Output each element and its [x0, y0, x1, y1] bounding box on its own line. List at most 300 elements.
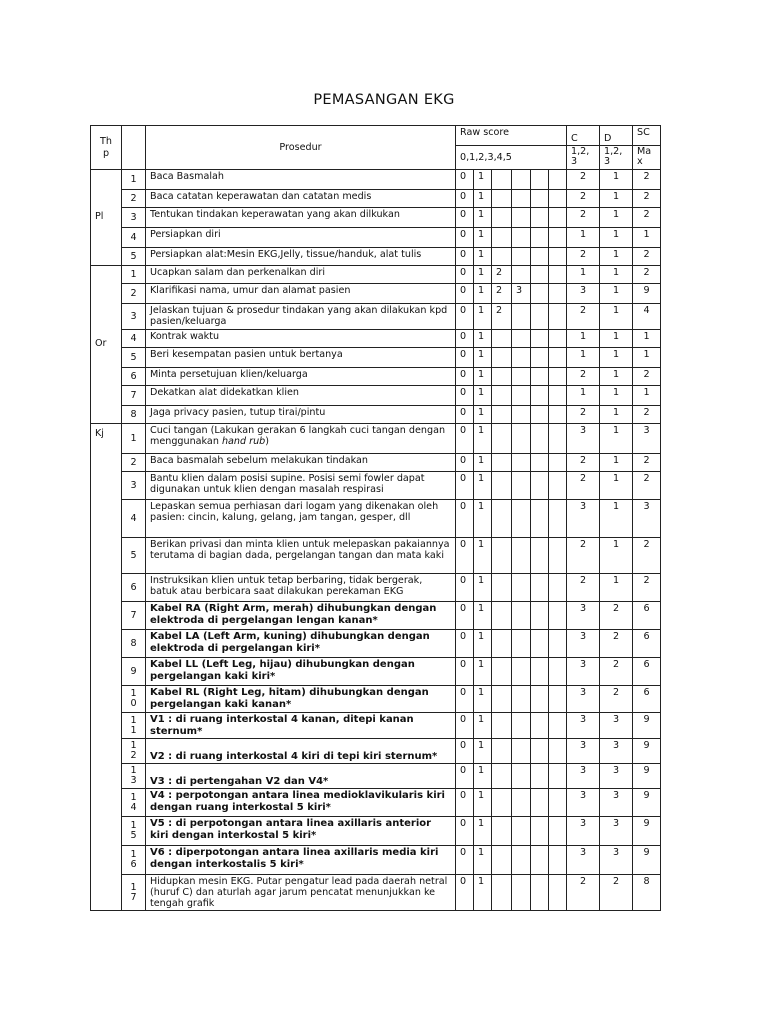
raw-score-cell: [492, 228, 512, 248]
raw-score-cell: 1: [474, 500, 492, 538]
raw-score-cell: 0: [456, 574, 474, 602]
sc-value: 9: [633, 764, 661, 789]
raw-score-cell: [531, 602, 549, 630]
table-row: [91, 658, 661, 686]
raw-score-cell: [549, 304, 567, 330]
d-value: 1: [600, 228, 633, 248]
phase-label: Pl: [91, 170, 122, 266]
step-procedure: V4 : perpotongan antara linea medioklavikularis kiri dengan ruang interkostal 5 kiri*: [146, 789, 456, 817]
raw-score-cell: 1: [474, 170, 492, 190]
step-number: 4: [122, 500, 146, 538]
raw-score-cell: [549, 228, 567, 248]
sc-value: 2: [633, 248, 661, 266]
d-value: 3: [600, 817, 633, 846]
raw-score-cell: 1: [474, 472, 492, 500]
raw-score-cell: 0: [456, 208, 474, 228]
sc-value: 6: [633, 630, 661, 658]
raw-score-cell: [492, 630, 512, 658]
raw-score-cell: [512, 602, 531, 630]
step-procedure: V3 : di pertengahan V2 dan V4*: [146, 764, 456, 789]
c-value: 3: [567, 500, 600, 538]
raw-score-cell: 0: [456, 386, 474, 406]
table-row: [91, 304, 661, 330]
raw-score-cell: 2: [492, 266, 512, 284]
step-procedure: Baca Basmalah: [146, 170, 456, 190]
step-number: 1 7: [122, 875, 146, 911]
c-value: 1: [567, 330, 600, 348]
raw-score-cell: 1: [474, 789, 492, 817]
header-thp: Th p: [91, 126, 122, 170]
raw-score-cell: [531, 764, 549, 789]
raw-score-cell: [549, 284, 567, 304]
table-row: [91, 170, 661, 190]
raw-score-cell: [531, 284, 549, 304]
raw-score-cell: [512, 386, 531, 406]
raw-score-cell: [549, 658, 567, 686]
raw-score-cell: 1: [474, 284, 492, 304]
raw-score-cell: 0: [456, 846, 474, 875]
header-prosedur: Prosedur: [146, 126, 456, 170]
raw-score-cell: [512, 713, 531, 739]
raw-score-cell: [531, 817, 549, 846]
step-number: 1 2: [122, 739, 146, 764]
raw-score-cell: [549, 208, 567, 228]
table-row: [91, 686, 661, 713]
sc-value: 9: [633, 739, 661, 764]
raw-score-cell: [512, 348, 531, 368]
raw-score-cell: 1: [474, 574, 492, 602]
raw-score-cell: 0: [456, 538, 474, 574]
d-value: 3: [600, 789, 633, 817]
table-row: [91, 574, 661, 602]
raw-score-cell: [531, 248, 549, 266]
raw-score-cell: 0: [456, 284, 474, 304]
table-row: [91, 454, 661, 472]
raw-score-cell: 0: [456, 472, 474, 500]
d-value: 2: [600, 686, 633, 713]
sc-value: 8: [633, 875, 661, 911]
step-number: 3: [122, 472, 146, 500]
raw-score-cell: 1: [474, 424, 492, 454]
raw-score-cell: [531, 658, 549, 686]
c-value: 2: [567, 574, 600, 602]
step-procedure: Kabel LL (Left Leg, hijau) dihubungkan dengan pergelangan kaki kiri*: [146, 658, 456, 686]
raw-score-cell: 1: [474, 454, 492, 472]
raw-score-cell: 0: [456, 500, 474, 538]
d-value: 1: [600, 454, 633, 472]
raw-score-cell: [549, 875, 567, 911]
raw-score-cell: [549, 406, 567, 424]
table-row: [91, 386, 661, 406]
sc-value: 2: [633, 190, 661, 208]
raw-score-cell: 1: [474, 190, 492, 208]
table-row: [91, 500, 661, 538]
raw-score-cell: 1: [474, 658, 492, 686]
raw-score-cell: 2: [492, 284, 512, 304]
raw-score-cell: [549, 739, 567, 764]
sc-value: 9: [633, 713, 661, 739]
raw-score-cell: [531, 348, 549, 368]
table-row: [91, 208, 661, 228]
raw-score-cell: 1: [474, 248, 492, 266]
d-value: 1: [600, 500, 633, 538]
table-row: [91, 406, 661, 424]
raw-score-cell: [531, 739, 549, 764]
table-row: [91, 228, 661, 248]
d-value: 1: [600, 248, 633, 266]
c-value: 3: [567, 630, 600, 658]
raw-score-cell: [549, 789, 567, 817]
step-number: 4: [122, 228, 146, 248]
step-number: 2: [122, 190, 146, 208]
d-value: 1: [600, 424, 633, 454]
header-c: C: [567, 126, 600, 146]
raw-score-cell: [492, 713, 512, 739]
raw-score-cell: 1: [474, 713, 492, 739]
raw-score-cell: [492, 658, 512, 686]
d-value: 2: [600, 875, 633, 911]
step-procedure-text: Cuci tangan (Lakukan gerakan 6 langkah cuci tangan dengan menggunakan: [150, 425, 446, 448]
raw-score-cell: [531, 472, 549, 500]
raw-score-cell: 1: [474, 686, 492, 713]
step-number: 3: [122, 208, 146, 228]
step-procedure: V6 : diperpotongan antara linea axillaris media kiri dengan interkostalis 5 kiri*: [146, 846, 456, 875]
table-row: [91, 817, 661, 846]
raw-score-cell: [549, 846, 567, 875]
step-number: 9: [122, 658, 146, 686]
raw-score-cell: 0: [456, 406, 474, 424]
step-number: 1 3: [122, 764, 146, 789]
raw-score-cell: [531, 846, 549, 875]
c-value: 2: [567, 368, 600, 386]
d-value: 1: [600, 330, 633, 348]
raw-score-cell: 1: [474, 348, 492, 368]
header-d-sub: 1,2, 3: [600, 146, 633, 170]
sc-value: 3: [633, 424, 661, 454]
raw-score-cell: 0: [456, 266, 474, 284]
sc-value: 9: [633, 789, 661, 817]
sc-value: 2: [633, 574, 661, 602]
step-procedure: Kabel LA (Left Arm, kuning) dihubungkan dengan elektroda di pergelangan kiri*: [146, 630, 456, 658]
raw-score-cell: 0: [456, 228, 474, 248]
step-number: 1: [122, 266, 146, 284]
sc-value: 1: [633, 330, 661, 348]
table-row: [91, 846, 661, 875]
raw-score-cell: 1: [474, 208, 492, 228]
c-value: 3: [567, 846, 600, 875]
sc-value: 9: [633, 817, 661, 846]
step-number: 5: [122, 248, 146, 266]
raw-score-cell: 1: [474, 386, 492, 406]
c-value: 1: [567, 266, 600, 284]
raw-score-cell: 1: [474, 538, 492, 574]
raw-score-cell: 0: [456, 454, 474, 472]
raw-score-cell: [492, 424, 512, 454]
sc-value: 2: [633, 208, 661, 228]
c-value: 1: [567, 228, 600, 248]
step-number: 7: [122, 386, 146, 406]
table-row: [91, 266, 661, 284]
step-procedure: V5 : di perpotongan antara linea axillaris anterior kiri dengan interkostal 5 kiri*: [146, 817, 456, 846]
raw-score-cell: 0: [456, 348, 474, 368]
raw-score-cell: [492, 386, 512, 406]
raw-score-cell: 0: [456, 602, 474, 630]
raw-score-cell: [512, 574, 531, 602]
step-procedure: V2 : di ruang interkostal 4 kiri di tepi kiri sternum*: [146, 739, 456, 764]
step-procedure: [146, 424, 456, 454]
raw-score-cell: [492, 170, 512, 190]
d-value: 1: [600, 170, 633, 190]
step-number: 1 0: [122, 686, 146, 713]
header-no: [122, 126, 146, 170]
d-value: 1: [600, 368, 633, 386]
step-number: 1: [122, 424, 146, 454]
raw-score-cell: [492, 538, 512, 574]
table-row: [91, 330, 661, 348]
raw-score-cell: [492, 875, 512, 911]
sc-value: 9: [633, 846, 661, 875]
raw-score-cell: 0: [456, 248, 474, 266]
table-row: [91, 368, 661, 386]
header-sc-sub: Ma x: [633, 146, 661, 170]
c-value: 2: [567, 170, 600, 190]
step-procedure: Hidupkan mesin EKG. Putar pengatur lead pada daerah netral (huruf C) dan aturlah agar jarum pencatat menunjukkan ke tengah grafik: [146, 875, 456, 911]
c-value: 2: [567, 538, 600, 574]
raw-score-cell: [549, 248, 567, 266]
raw-score-cell: [512, 304, 531, 330]
d-value: 3: [600, 739, 633, 764]
sc-value: 3: [633, 500, 661, 538]
d-value: 1: [600, 284, 633, 304]
sc-value: 4: [633, 304, 661, 330]
raw-score-cell: 3: [512, 284, 531, 304]
raw-score-cell: [549, 574, 567, 602]
d-value: 1: [600, 348, 633, 368]
raw-score-cell: [531, 266, 549, 284]
raw-score-cell: [531, 406, 549, 424]
step-number: 4: [122, 330, 146, 348]
c-value: 1: [567, 348, 600, 368]
c-value: 3: [567, 713, 600, 739]
table-row: [91, 284, 661, 304]
raw-score-cell: [531, 574, 549, 602]
phase-label: Kj: [91, 424, 122, 911]
raw-score-cell: [492, 789, 512, 817]
raw-score-cell: [512, 454, 531, 472]
raw-score-cell: 2: [492, 304, 512, 330]
raw-score-cell: [549, 368, 567, 386]
c-value: 2: [567, 248, 600, 266]
raw-score-cell: 1: [474, 875, 492, 911]
d-value: 3: [600, 713, 633, 739]
raw-score-cell: 1: [474, 846, 492, 875]
raw-score-cell: [531, 454, 549, 472]
raw-score-cell: [512, 266, 531, 284]
raw-score-cell: 0: [456, 424, 474, 454]
raw-score-cell: 1: [474, 304, 492, 330]
raw-score-cell: 0: [456, 817, 474, 846]
step-procedure: Persiapkan alat:Mesin EKG,Jelly, tissue/handuk, alat tulis: [146, 248, 456, 266]
d-value: 2: [600, 658, 633, 686]
d-value: 3: [600, 764, 633, 789]
raw-score-cell: [549, 686, 567, 713]
raw-score-cell: [492, 846, 512, 875]
step-procedure-tail: ): [265, 436, 269, 448]
raw-score-cell: 0: [456, 739, 474, 764]
step-procedure: Instruksikan klien untuk tetap berbaring, tidak bergerak, batuk atau berbicara saat dilakukan perekaman EKG: [146, 574, 456, 602]
raw-score-cell: [512, 789, 531, 817]
step-number: 2: [122, 454, 146, 472]
header-sc: SC: [633, 126, 661, 146]
sc-value: 2: [633, 406, 661, 424]
c-value: 2: [567, 454, 600, 472]
raw-score-cell: 1: [474, 764, 492, 789]
raw-score-cell: [492, 472, 512, 500]
step-number: 1 6: [122, 846, 146, 875]
sc-value: 2: [633, 266, 661, 284]
raw-score-cell: [492, 817, 512, 846]
raw-score-cell: [549, 424, 567, 454]
d-value: 1: [600, 304, 633, 330]
d-value: 1: [600, 266, 633, 284]
raw-score-cell: 0: [456, 875, 474, 911]
c-value: 3: [567, 789, 600, 817]
d-value: 1: [600, 386, 633, 406]
step-number: 1 1: [122, 713, 146, 739]
raw-score-cell: [531, 630, 549, 658]
raw-score-cell: [531, 875, 549, 911]
d-value: 2: [600, 602, 633, 630]
c-value: 2: [567, 304, 600, 330]
raw-score-cell: [512, 190, 531, 208]
step-number: 8: [122, 406, 146, 424]
sc-value: 1: [633, 386, 661, 406]
raw-score-cell: [492, 348, 512, 368]
raw-score-cell: 1: [474, 266, 492, 284]
raw-score-cell: 1: [474, 228, 492, 248]
raw-score-cell: [549, 472, 567, 500]
raw-score-cell: [549, 500, 567, 538]
raw-score-cell: [512, 228, 531, 248]
raw-score-cell: [549, 602, 567, 630]
c-value: 3: [567, 602, 600, 630]
raw-score-cell: 0: [456, 330, 474, 348]
d-value: 2: [600, 630, 633, 658]
c-value: 2: [567, 472, 600, 500]
raw-score-cell: [492, 500, 512, 538]
table-row: [91, 248, 661, 266]
d-value: 1: [600, 472, 633, 500]
raw-score-cell: [531, 424, 549, 454]
step-procedure: Klarifikasi nama, umur dan alamat pasien: [146, 284, 456, 304]
step-procedure: Beri kesempatan pasien untuk bertanya: [146, 348, 456, 368]
step-procedure: Lepaskan semua perhiasan dari logam yang dikenakan oleh pasien: cincin, kalung, gelang, jam tangan, gesper, dll: [146, 500, 456, 538]
procedure-table: [90, 125, 661, 911]
raw-score-cell: [512, 170, 531, 190]
step-procedure: Baca basmalah sebelum melakukan tindakan: [146, 454, 456, 472]
step-procedure: Minta persetujuan klien/keluarga: [146, 368, 456, 386]
step-procedure: Kabel RL (Right Leg, hitam) dihubungkan dengan pergelangan kaki kanan*: [146, 686, 456, 713]
step-number: 1 4: [122, 789, 146, 817]
c-value: 1: [567, 386, 600, 406]
raw-score-cell: [531, 713, 549, 739]
raw-score-cell: [531, 789, 549, 817]
raw-score-cell: [512, 630, 531, 658]
step-number: 3: [122, 304, 146, 330]
raw-score-cell: [549, 348, 567, 368]
raw-score-cell: [531, 368, 549, 386]
raw-score-cell: 0: [456, 658, 474, 686]
table-row: [91, 875, 661, 911]
raw-score-cell: [512, 764, 531, 789]
sc-value: 9: [633, 284, 661, 304]
sc-value: 6: [633, 602, 661, 630]
raw-score-cell: [531, 330, 549, 348]
raw-score-cell: [549, 190, 567, 208]
d-value: 1: [600, 208, 633, 228]
raw-score-cell: [531, 500, 549, 538]
raw-score-cell: [549, 630, 567, 658]
header-raw-scale: 0,1,2,3,4,5: [456, 146, 567, 170]
header-c-sub: 1,2, 3: [567, 146, 600, 170]
raw-score-cell: [531, 208, 549, 228]
raw-score-cell: [512, 368, 531, 386]
step-procedure: Baca catatan keperawatan dan catatan medis: [146, 190, 456, 208]
sc-value: 1: [633, 228, 661, 248]
table-row: [91, 472, 661, 500]
raw-score-cell: [531, 538, 549, 574]
c-value: 3: [567, 658, 600, 686]
table-row: [91, 789, 661, 817]
header-d: D: [600, 126, 633, 146]
step-number: 5: [122, 538, 146, 574]
raw-score-cell: 0: [456, 304, 474, 330]
phase-label: Or: [91, 266, 122, 424]
c-value: 3: [567, 686, 600, 713]
step-procedure: Ucapkan salam dan perkenalkan diri: [146, 266, 456, 284]
raw-score-cell: [512, 538, 531, 574]
sc-value: 6: [633, 658, 661, 686]
raw-score-cell: [492, 248, 512, 266]
raw-score-cell: [492, 574, 512, 602]
sc-value: 2: [633, 368, 661, 386]
sc-value: 2: [633, 170, 661, 190]
d-value: 1: [600, 538, 633, 574]
raw-score-cell: [549, 538, 567, 574]
raw-score-cell: [549, 330, 567, 348]
raw-score-cell: [512, 472, 531, 500]
step-procedure: Tentukan tindakan keperawatan yang akan dilkukan: [146, 208, 456, 228]
step-procedure: Jelaskan tujuan & prosedur tindakan yang akan dilakukan kpd pasien/keluarga: [146, 304, 456, 330]
step-procedure: V1 : di ruang interkostal 4 kanan, ditepi kanan sternum*: [146, 713, 456, 739]
raw-score-cell: [531, 228, 549, 248]
sc-value: 1: [633, 348, 661, 368]
raw-score-cell: [512, 739, 531, 764]
table-row: [91, 424, 661, 454]
c-value: 3: [567, 764, 600, 789]
d-value: 1: [600, 406, 633, 424]
sc-value: 6: [633, 686, 661, 713]
raw-score-cell: [492, 602, 512, 630]
raw-score-cell: [512, 500, 531, 538]
raw-score-cell: 0: [456, 713, 474, 739]
raw-score-cell: 0: [456, 789, 474, 817]
raw-score-cell: [512, 846, 531, 875]
raw-score-cell: [512, 330, 531, 348]
sc-value: 2: [633, 472, 661, 500]
c-value: 3: [567, 424, 600, 454]
table-row: [91, 602, 661, 630]
